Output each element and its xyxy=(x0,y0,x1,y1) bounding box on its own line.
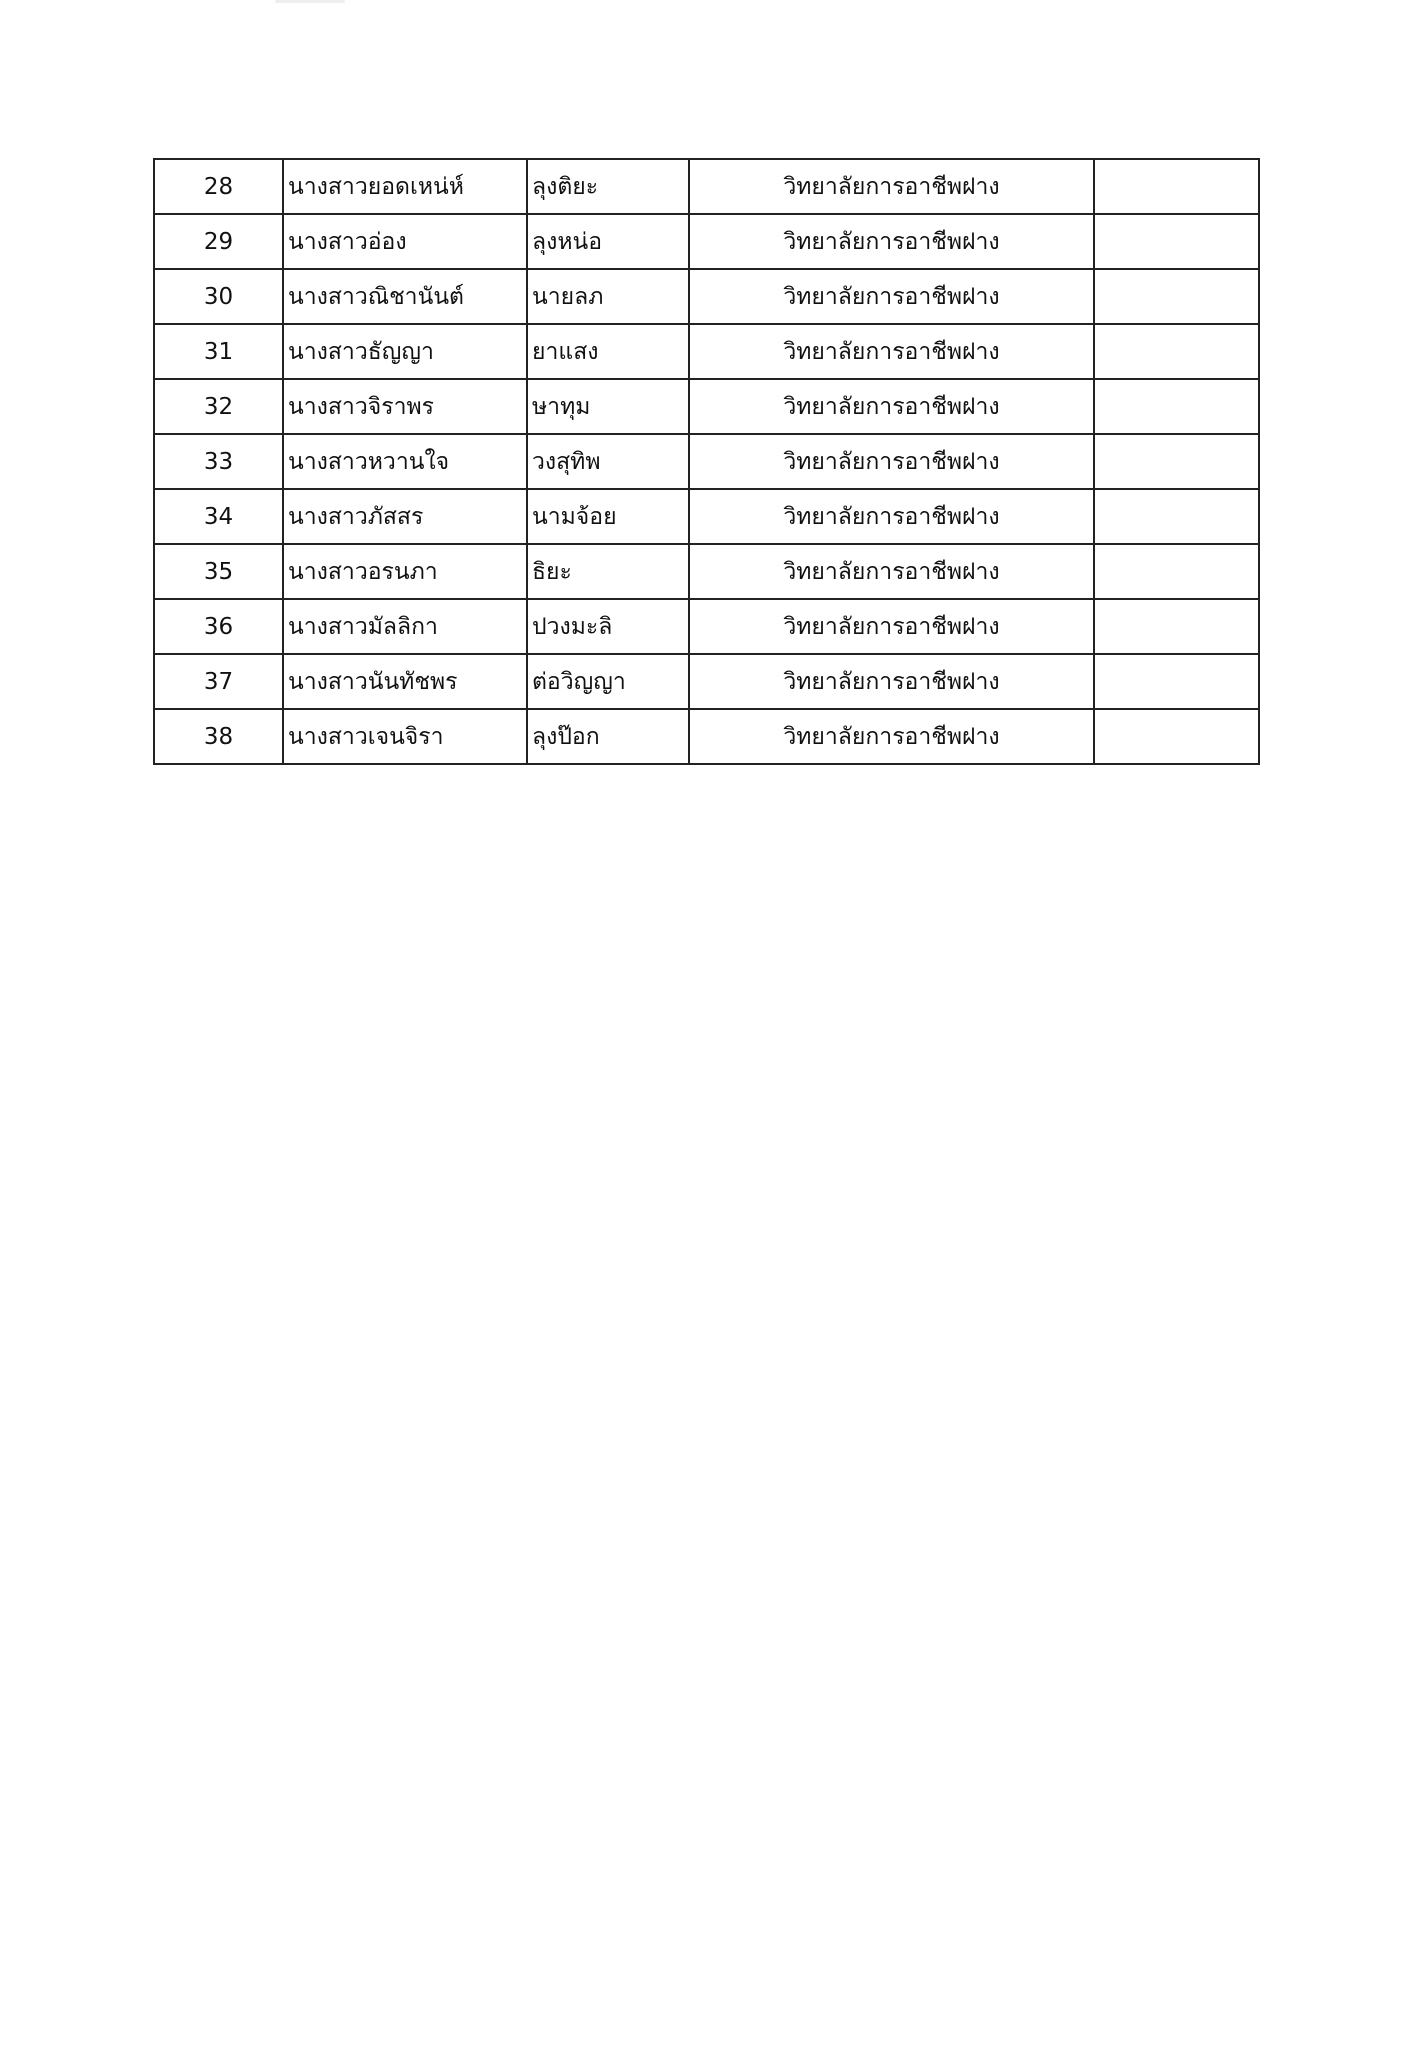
college-cell: วิทยาลัยการอาชีพฝาง xyxy=(689,324,1094,379)
note-cell xyxy=(1094,654,1259,709)
row-number: 28 xyxy=(154,159,283,214)
college-cell: วิทยาลัยการอาชีพฝาง xyxy=(689,269,1094,324)
note-cell xyxy=(1094,324,1259,379)
table-row xyxy=(154,214,1259,269)
table-row xyxy=(154,489,1259,544)
college-cell: วิทยาลัยการอาชีพฝาง xyxy=(689,489,1094,544)
note-cell xyxy=(1094,269,1259,324)
first-name-cell: นางสาวจิราพร xyxy=(283,379,527,434)
row-number: 33 xyxy=(154,434,283,489)
first-name-cell: นางสาวอ่อง xyxy=(283,214,527,269)
last-name-cell: ต่อวิญญา xyxy=(527,654,689,709)
first-name-cell: นางสาวอรนภา xyxy=(283,544,527,599)
last-name-cell: นามจ้อย xyxy=(527,489,689,544)
note-cell xyxy=(1094,159,1259,214)
row-number: 30 xyxy=(154,269,283,324)
note-cell xyxy=(1094,214,1259,269)
first-name-cell: นางสาวหวานใจ xyxy=(283,434,527,489)
note-cell xyxy=(1094,434,1259,489)
last-name-cell: ษาทุม xyxy=(527,379,689,434)
first-name-cell: นางสาวเจนจิรา xyxy=(283,709,527,764)
table-row xyxy=(154,544,1259,599)
table-row xyxy=(154,434,1259,489)
row-number: 31 xyxy=(154,324,283,379)
college-cell: วิทยาลัยการอาชีพฝาง xyxy=(689,654,1094,709)
table-row xyxy=(154,269,1259,324)
college-cell: วิทยาลัยการอาชีพฝาง xyxy=(689,214,1094,269)
roster-body xyxy=(154,159,1259,764)
last-name-cell: วงสุทิพ xyxy=(527,434,689,489)
note-cell xyxy=(1094,599,1259,654)
note-cell xyxy=(1094,379,1259,434)
first-name-cell: นางสาวภัสสร xyxy=(283,489,527,544)
college-cell: วิทยาลัยการอาชีพฝาง xyxy=(689,434,1094,489)
first-name-cell: นางสาวยอดเหน่ห์ xyxy=(283,159,527,214)
student-roster-table xyxy=(153,158,1260,765)
row-number: 37 xyxy=(154,654,283,709)
last-name-cell: ลุงป๊อก xyxy=(527,709,689,764)
table-row xyxy=(154,159,1259,214)
college-cell: วิทยาลัยการอาชีพฝาง xyxy=(689,159,1094,214)
note-cell xyxy=(1094,489,1259,544)
college-cell: วิทยาลัยการอาชีพฝาง xyxy=(689,599,1094,654)
row-number: 34 xyxy=(154,489,283,544)
row-number: 32 xyxy=(154,379,283,434)
first-name-cell: นางสาวนันทัชพร xyxy=(283,654,527,709)
table-row xyxy=(154,324,1259,379)
note-cell xyxy=(1094,544,1259,599)
college-cell: วิทยาลัยการอาชีพฝาง xyxy=(689,379,1094,434)
first-name-cell: นางสาวธัญญา xyxy=(283,324,527,379)
college-cell: วิทยาลัยการอาชีพฝาง xyxy=(689,709,1094,764)
first-name-cell: นางสาวมัลลิกา xyxy=(283,599,527,654)
last-name-cell: ลุงหน่อ xyxy=(527,214,689,269)
row-number: 38 xyxy=(154,709,283,764)
last-name-cell: นายลภ xyxy=(527,269,689,324)
table-row xyxy=(154,599,1259,654)
row-number: 35 xyxy=(154,544,283,599)
row-number: 29 xyxy=(154,214,283,269)
first-name-cell: นางสาวณิชานันต์ xyxy=(283,269,527,324)
scan-artifact xyxy=(275,0,345,3)
last-name-cell: ปวงมะลิ xyxy=(527,599,689,654)
table-row xyxy=(154,709,1259,764)
last-name-cell: ยาแสง xyxy=(527,324,689,379)
note-cell xyxy=(1094,709,1259,764)
last-name-cell: ธิยะ xyxy=(527,544,689,599)
last-name-cell: ลุงติยะ xyxy=(527,159,689,214)
table-row xyxy=(154,654,1259,709)
row-number: 36 xyxy=(154,599,283,654)
college-cell: วิทยาลัยการอาชีพฝาง xyxy=(689,544,1094,599)
table-row xyxy=(154,379,1259,434)
